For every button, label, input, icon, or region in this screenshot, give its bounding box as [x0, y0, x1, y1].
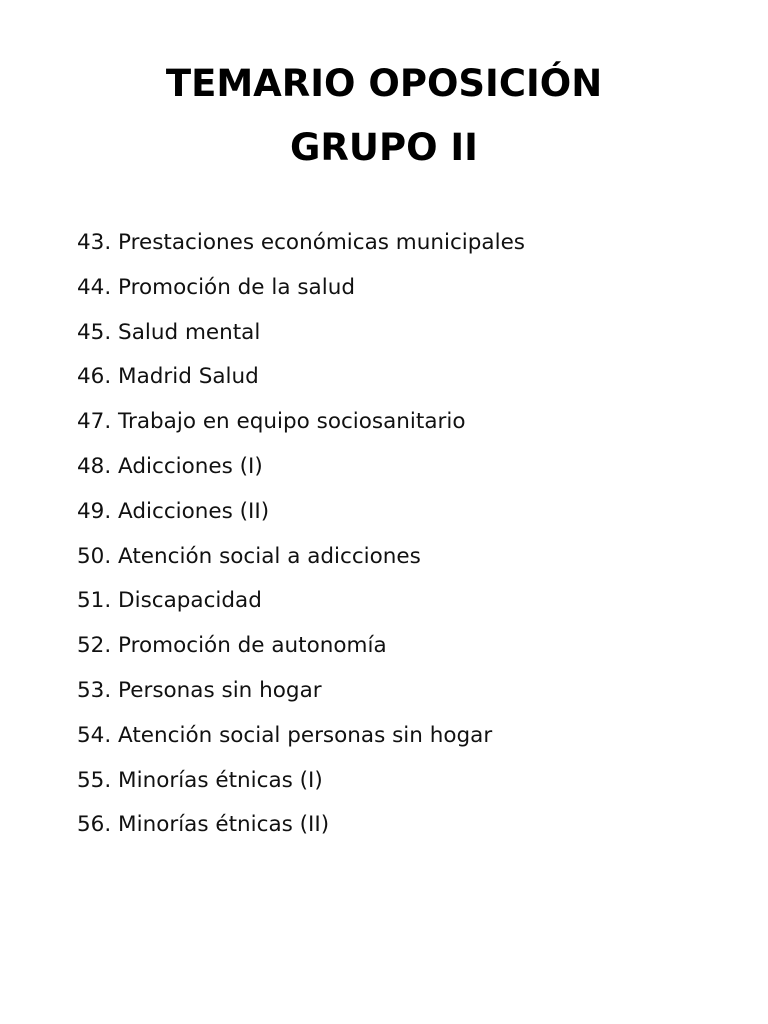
title-line-2: GRUPO II [290, 126, 478, 169]
topic-number: 54. [77, 722, 112, 748]
topic-label: Discapacidad [118, 588, 262, 614]
topic-label: Prestaciones económicas municipales [118, 230, 525, 255]
topic-item [77, 311, 525, 356]
topic-number: 45. [77, 319, 112, 345]
topic-item [77, 445, 525, 490]
topic-item [77, 355, 525, 400]
topic-number: 47. [77, 409, 112, 435]
topic-item [77, 579, 525, 624]
topic-number: 49. [77, 498, 112, 524]
topic-label: Salud mental [118, 319, 261, 345]
topic-number: 44. [77, 274, 112, 300]
topic-item [77, 624, 525, 669]
topic-number: 51. [77, 588, 112, 614]
topic-item [77, 221, 525, 266]
topic-item [77, 266, 525, 311]
topic-number: 55. [77, 767, 112, 793]
topic-label: Promoción de la salud [118, 274, 355, 300]
topic-item [77, 400, 525, 445]
topic-item [77, 803, 525, 848]
topic-label: Minorías étnicas (II) [118, 812, 330, 838]
document-title [0, 52, 768, 180]
topic-label: Atención social a adicciones [118, 543, 421, 569]
topic-number: 53. [77, 677, 112, 703]
topic-number: 46. [77, 364, 112, 390]
topic-label: Adicciones (II) [118, 498, 270, 524]
topic-item [77, 490, 525, 535]
topic-item [77, 535, 525, 580]
topic-list [77, 221, 525, 848]
topic-number: 56. [77, 812, 112, 838]
topic-label: Madrid Salud [118, 364, 259, 390]
title-line-1: TEMARIO OPOSICIÓN [165, 62, 603, 105]
topic-number: 52. [77, 633, 112, 659]
topic-number: 50. [77, 543, 112, 569]
topic-number: 48. [77, 453, 112, 479]
topic-item [77, 714, 525, 759]
topic-label: Trabajo en equipo sociosanitario [118, 409, 466, 435]
topic-item [77, 759, 525, 804]
topic-number: 43. [77, 230, 112, 255]
topic-label: Minorías étnicas (I) [118, 767, 323, 793]
topic-label: Personas sin hogar [118, 677, 322, 703]
topic-label: Promoción de autonomía [118, 633, 387, 659]
topic-label: Atención social personas sin hogar [118, 722, 493, 748]
topic-label: Adicciones (I) [118, 453, 263, 479]
topic-item [77, 669, 525, 714]
